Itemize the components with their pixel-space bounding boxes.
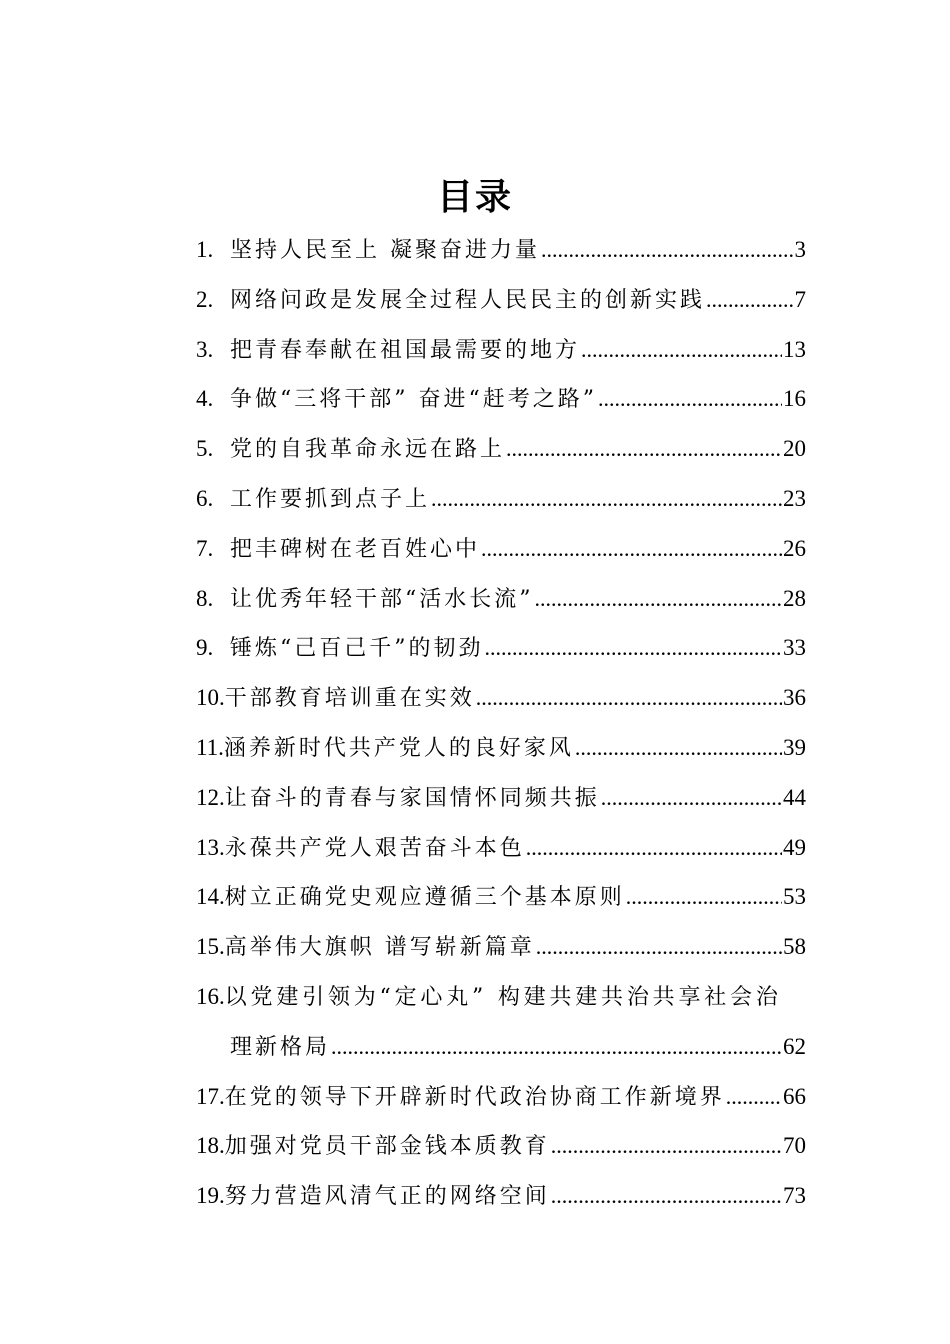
- toc-dot-leader: [535, 574, 783, 624]
- toc-entry-title: 党的自我革命永远在路上: [230, 437, 506, 463]
- toc-entry-page: 13: [783, 336, 806, 362]
- toc-entry-number: 10.: [196, 685, 225, 711]
- toc-entry-page: 33: [783, 635, 806, 661]
- toc-entry[interactable]: [196, 922, 806, 972]
- toc-entry-page: 49: [783, 834, 806, 860]
- toc-entry-number: 14.: [196, 884, 225, 910]
- toc-entry-page: 44: [783, 784, 806, 810]
- toc-entry-title-continued: 理新格局: [230, 1034, 331, 1060]
- toc-entry-title: 锤炼“己百己千”的韧劲: [230, 636, 484, 662]
- toc-entry[interactable]: [196, 723, 806, 773]
- toc-entry-title: 涵养新时代共产党人的良好家风: [223, 735, 574, 761]
- toc-entry-page: 58: [783, 934, 806, 960]
- toc-entry-continuation[interactable]: [196, 1022, 806, 1072]
- toc-dot-leader: [575, 723, 782, 773]
- toc-entry-page: 73: [783, 1183, 806, 1209]
- toc-entry[interactable]: [196, 1171, 806, 1221]
- toc-entry-title: 让奋斗的青春与家国情怀同频共振: [224, 785, 600, 811]
- toc-entry-title: 加强对党员干部金钱本质教育: [224, 1134, 550, 1160]
- toc-dot-leader: [506, 424, 782, 474]
- toc-entry[interactable]: [196, 325, 806, 375]
- toc-entry-page: 7: [794, 286, 806, 312]
- toc-dot-leader: [541, 225, 794, 275]
- toc-entry-title: 以党建引领为“定心丸” 构建共建共治共享社会治: [224, 984, 782, 1010]
- toc-entry-page: 26: [783, 535, 806, 561]
- toc-entry-title: 网络问政是发展全过程人民民主的创新实践: [230, 287, 706, 313]
- toc-dot-leader: [526, 823, 782, 873]
- toc-entry-page: 53: [783, 884, 806, 910]
- toc-dot-leader: [485, 623, 783, 673]
- toc-entry-number: 11.: [196, 734, 224, 760]
- toc-entry[interactable]: [196, 972, 806, 1022]
- toc-entry-number: 9.: [196, 635, 214, 661]
- toc-entry-number: 5.: [196, 436, 214, 462]
- toc-dot-leader: [726, 1072, 782, 1122]
- toc-dot-leader: [551, 1171, 782, 1221]
- toc-entry-number: 13.: [196, 834, 225, 860]
- toc-entry[interactable]: [196, 474, 806, 524]
- toc-entry-title: 高举伟大旗帜 谱写崭新篇章: [224, 935, 535, 961]
- toc-entry-number: 1.: [196, 237, 214, 262]
- toc-entry[interactable]: [196, 225, 806, 275]
- toc-entry-title: 把丰碑树在老百姓心中: [230, 536, 481, 562]
- toc-entry-number: 18.: [196, 1133, 225, 1159]
- toc-entry-page: 3: [794, 237, 806, 262]
- toc-entry-number: 12.: [196, 784, 225, 810]
- page-title: 目录: [436, 176, 513, 218]
- toc-entry-number: 6.: [196, 485, 214, 511]
- toc-dot-leader: [536, 922, 782, 972]
- toc-entry-page: 28: [783, 585, 806, 611]
- toc-entry-page: 16: [783, 386, 806, 412]
- toc-entry-title: 努力营造风清气正的网络空间: [224, 1184, 550, 1210]
- toc-dot-leader: [431, 474, 782, 524]
- toc-entry-number: 16.: [196, 983, 225, 1009]
- toc-entry-number: 3.: [196, 336, 214, 362]
- toc-entry[interactable]: [196, 424, 806, 474]
- toc-dot-leader: [626, 872, 782, 922]
- toc-entry-title: 工作要抓到点子上: [230, 486, 431, 512]
- toc-entry[interactable]: [196, 1072, 806, 1122]
- toc-entry-number: 7.: [196, 535, 214, 561]
- toc-entry-page: 36: [783, 685, 806, 711]
- toc-entry-title: 争做“三将干部” 奋进“赶考之路”: [230, 387, 597, 413]
- toc-entry-number: 19.: [196, 1183, 225, 1209]
- toc-entry-number: 17.: [196, 1083, 225, 1109]
- toc-entry-page: 39: [783, 734, 806, 760]
- toc-entry-number: 2.: [196, 286, 214, 312]
- toc-dot-leader: [476, 673, 782, 723]
- toc-entry-page: 62: [783, 1033, 806, 1059]
- toc-dot-leader: [598, 374, 782, 424]
- toc-entry[interactable]: [196, 872, 806, 922]
- toc-entry-page: 20: [783, 436, 806, 462]
- toc-entry[interactable]: [196, 1121, 806, 1171]
- toc-entry[interactable]: [196, 623, 806, 673]
- toc-entry-number: 4.: [196, 386, 214, 412]
- toc-entry-number: 8.: [196, 585, 214, 611]
- toc-entry-page: 66: [783, 1083, 806, 1109]
- toc-dot-leader: [581, 325, 782, 375]
- toc-dot-leader: [551, 1121, 782, 1171]
- toc-entry-title: 让优秀年轻干部“活水长流”: [230, 586, 534, 612]
- toc-entry-page: 70: [783, 1133, 806, 1159]
- toc-entry[interactable]: [196, 374, 806, 424]
- toc-dot-leader: [481, 524, 782, 574]
- toc-dot-leader: [601, 773, 782, 823]
- toc-entry[interactable]: [196, 673, 806, 723]
- toc-entry-title: 永葆共产党人艰苦奋斗本色: [224, 835, 525, 861]
- toc-entry[interactable]: [196, 275, 806, 325]
- toc-list: [196, 225, 806, 1221]
- toc-entry[interactable]: [196, 524, 806, 574]
- toc-dot-leader: [331, 1022, 782, 1072]
- toc-entry-title: 干部教育培训重在实效: [224, 686, 475, 712]
- toc-entry-title: 坚持人民至上 凝聚奋进力量: [230, 238, 540, 263]
- toc-entry[interactable]: [196, 823, 806, 873]
- toc-dot-leader: [706, 275, 793, 325]
- toc-entry[interactable]: [196, 773, 806, 823]
- toc-entry-title: 把青春奉献在祖国最需要的地方: [230, 337, 581, 363]
- toc-entry-page: 23: [783, 485, 806, 511]
- toc-entry-title: 树立正确党史观应遵循三个基本原则: [224, 885, 625, 911]
- toc-entry-number: 15.: [196, 934, 225, 960]
- toc-entry-title: 在党的领导下开辟新时代政治协商工作新境界: [224, 1084, 725, 1110]
- toc-entry[interactable]: [196, 574, 806, 624]
